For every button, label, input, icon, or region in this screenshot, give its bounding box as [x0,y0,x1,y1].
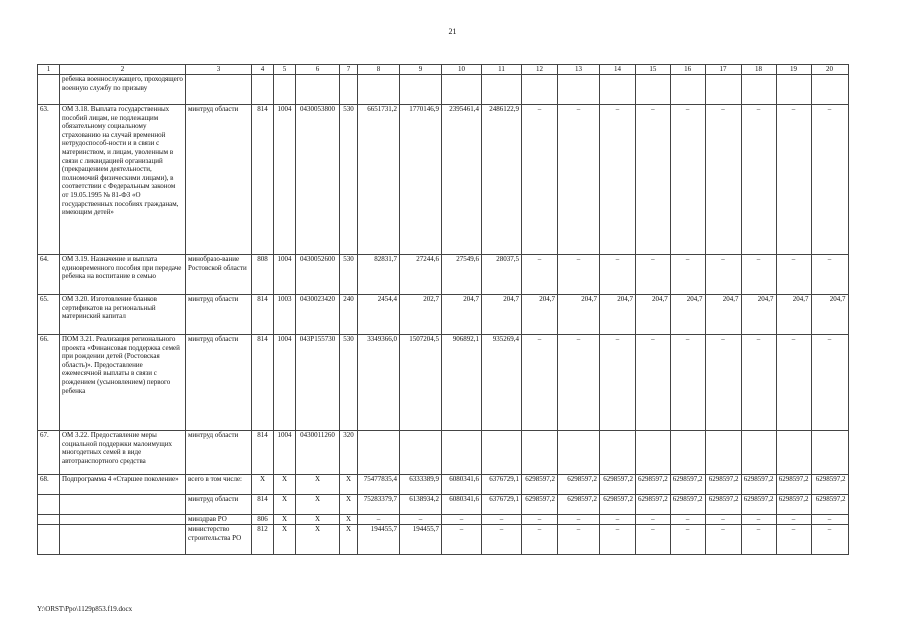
amount-cell: – [636,515,671,525]
amount-cell: – [600,515,636,525]
amount-cell [776,75,811,105]
executor-cell: минтруд области [186,105,252,255]
event-name-cell: ПОМ 3.21. Реализация регионального проекта «Финансовая поддержка семей при рождении детей (Ростовская область)». Предоставление ежемесячной выплаты в связи с рождением (усыновлением) первого ребенка [60,335,186,431]
amount-cell: – [400,515,442,525]
row-number-cell [38,495,60,515]
amount-cell: 6298597,2 [558,495,600,515]
column-number: 7 [340,65,358,75]
expense-type-cell: 530 [340,335,358,431]
amount-cell: – [670,525,705,555]
amount-cell: 202,7 [400,295,442,335]
amount-cell: – [442,515,482,525]
amount-cell: 906892,1 [442,335,482,431]
row-number-cell: 65. [38,295,60,335]
amount-cell: 6138934,2 [400,495,442,515]
amount-cell: 6333389,9 [400,475,442,495]
ministry-code-cell: 806 [252,515,274,525]
ministry-code-cell: 814 [252,105,274,255]
section-code-cell: 1004 [274,431,296,475]
column-number: 17 [705,65,741,75]
section-code-cell: 1003 [274,295,296,335]
amount-cell: – [776,525,811,555]
expense-type-cell: 320 [340,431,358,475]
amount-cell [776,431,811,475]
column-number: 14 [600,65,636,75]
amount-cell: – [705,255,741,295]
amount-cell [358,431,400,475]
amount-cell [670,75,705,105]
event-name-cell: ОМ 3.19. Назначение и выплата единовременного пособия при передаче ребенка на воспитание в семью [60,255,186,295]
section-code-cell: 1004 [274,105,296,255]
row-number-cell: 63. [38,105,60,255]
amount-cell: 6298597,2 [705,475,741,495]
amount-cell: 6298597,2 [522,495,558,515]
amount-cell: – [522,335,558,431]
amount-cell [442,75,482,105]
event-name-cell: ОМ 3.18. Выплата государственных пособий лицам, не подлежащим обязательному социальному страхованию на случай временной нетрудоспособ-ности и в связи с материнством, и лицам, уволенным в связи с ликвидацией организаций (прекращением деятельности, полномочий физическими лицами), в соответствии с Федеральным законом от 19.05.1995 № 81-ФЗ «О государственных пособиях гражданам, имеющим детей» [60,105,186,255]
row-number-cell [38,525,60,555]
amount-cell: 204,7 [811,295,848,335]
ministry-code-cell [252,75,274,105]
amount-cell: – [600,525,636,555]
amount-cell: 6298597,2 [741,495,776,515]
amount-cell: 6298597,2 [811,495,848,515]
amount-cell: 204,7 [442,295,482,335]
target-article-cell: 0430011260 [296,431,340,475]
amount-cell [811,75,848,105]
table-row [38,515,849,525]
executor-cell: министерство строительства РО [186,525,252,555]
table-row [38,525,849,555]
amount-cell: 204,7 [636,295,671,335]
amount-cell: – [636,335,671,431]
amount-cell: 6298597,2 [600,475,636,495]
amount-cell: – [670,515,705,525]
amount-cell: – [741,515,776,525]
expense-type-cell: Х [340,475,358,495]
expense-type-cell: Х [340,525,358,555]
ministry-code-cell: 808 [252,255,274,295]
column-number: 5 [274,65,296,75]
amount-cell: 6298597,2 [741,475,776,495]
amount-cell: – [522,525,558,555]
column-number: 8 [358,65,400,75]
amount-cell: 6298597,2 [705,495,741,515]
amount-cell: – [670,335,705,431]
amount-cell: – [705,105,741,255]
row-number-cell [38,75,60,105]
amount-cell: 204,7 [522,295,558,335]
event-name-cell: Подпрограмма 4 «Старшее поколение» [60,475,186,495]
amount-cell: 6298597,2 [670,495,705,515]
target-article-cell: Х [296,515,340,525]
column-number: 20 [811,65,848,75]
target-article-cell: 0430023420 [296,295,340,335]
amount-cell: 6298597,2 [600,495,636,515]
amount-cell: – [558,515,600,525]
table-row [38,295,849,335]
amount-cell: 204,7 [600,295,636,335]
ministry-code-cell: Х [252,475,274,495]
amount-cell: – [600,335,636,431]
amount-cell: 204,7 [482,295,522,335]
amount-cell: 75283379,7 [358,495,400,515]
amount-cell: 6376729,1 [482,495,522,515]
expense-type-cell [340,75,358,105]
amount-cell: 6298597,2 [636,495,671,515]
row-number-cell [38,515,60,525]
amount-cell: – [776,255,811,295]
amount-cell: – [522,515,558,525]
amount-cell: – [558,255,600,295]
ministry-code-cell: 814 [252,335,274,431]
amount-cell: – [558,105,600,255]
budget-table [37,64,849,555]
table-row [38,495,849,515]
amount-cell: – [482,525,522,555]
amount-cell: – [442,525,482,555]
section-code-cell: Х [274,495,296,515]
event-name-cell: ОМ 3.20. Изготовление бланков сертификатов на региональный материнский капитал [60,295,186,335]
amount-cell [482,431,522,475]
table-row [38,255,849,295]
amount-cell [522,431,558,475]
amount-cell: – [522,255,558,295]
amount-cell [600,431,636,475]
amount-cell: 1770146,9 [400,105,442,255]
column-number: 3 [186,65,252,75]
row-number-cell: 68. [38,475,60,495]
file-path-footer: Y:\ORST\Ppo\1129p853.f19.docx [37,605,133,613]
amount-cell: – [811,255,848,295]
amount-cell: 2486122,9 [482,105,522,255]
column-number: 16 [670,65,705,75]
column-number: 11 [482,65,522,75]
amount-cell: 6298597,2 [776,495,811,515]
ministry-code-cell: 812 [252,525,274,555]
column-number: 15 [636,65,671,75]
table-row [38,75,849,105]
column-number: 13 [558,65,600,75]
amount-cell [522,75,558,105]
expense-type-cell: Х [340,495,358,515]
amount-cell [400,431,442,475]
amount-cell: 204,7 [670,295,705,335]
ministry-code-cell: 814 [252,495,274,515]
column-number: 19 [776,65,811,75]
amount-cell: 82831,7 [358,255,400,295]
amount-cell: – [811,525,848,555]
target-article-cell: Х [296,525,340,555]
amount-cell: 194455,7 [358,525,400,555]
amount-cell: – [600,105,636,255]
page-number: 21 [448,27,457,36]
section-code-cell: 1004 [274,335,296,431]
target-article-cell: 0430053800 [296,105,340,255]
column-number: 1 [38,65,60,75]
amount-cell: 2454,4 [358,295,400,335]
amount-cell [705,431,741,475]
amount-cell [670,431,705,475]
expense-type-cell: 530 [340,105,358,255]
amount-cell: – [600,255,636,295]
amount-cell: – [636,525,671,555]
executor-cell [186,75,252,105]
section-code-cell: Х [274,515,296,525]
event-name-cell [60,495,186,515]
target-article-cell [296,75,340,105]
row-number-cell: 67. [38,431,60,475]
amount-cell: 194455,7 [400,525,442,555]
amount-cell: – [776,335,811,431]
amount-cell [558,431,600,475]
amount-cell: – [705,335,741,431]
amount-cell [600,75,636,105]
column-number-row [38,65,849,75]
amount-cell: 27244,6 [400,255,442,295]
amount-cell: 935269,4 [482,335,522,431]
amount-cell: 204,7 [705,295,741,335]
amount-cell: – [741,525,776,555]
expense-type-cell: Х [340,515,358,525]
amount-cell [358,75,400,105]
amount-cell: – [558,335,600,431]
amount-cell: 2395461,4 [442,105,482,255]
amount-cell [636,75,671,105]
amount-cell [442,431,482,475]
amount-cell [482,75,522,105]
amount-cell: 1507204,5 [400,335,442,431]
event-name-cell [60,525,186,555]
amount-cell: – [776,515,811,525]
amount-cell: – [558,525,600,555]
executor-cell: минтруд области [186,495,252,515]
executor-cell: минтруд области [186,335,252,431]
event-name-cell: ребенка военнослужащего, проходящего военную службу по призыву [60,75,186,105]
amount-cell: 6298597,2 [522,475,558,495]
amount-cell [741,431,776,475]
amount-cell: – [670,255,705,295]
table-row [38,431,849,475]
table-row [38,335,849,431]
column-number: 2 [60,65,186,75]
amount-cell: 6298597,2 [636,475,671,495]
table-row [38,475,849,495]
amount-cell: 27549,6 [442,255,482,295]
target-article-cell: Х [296,475,340,495]
executor-cell: минтруд области [186,295,252,335]
ministry-code-cell: 814 [252,431,274,475]
amount-cell: – [705,525,741,555]
amount-cell: – [358,515,400,525]
column-number: 12 [522,65,558,75]
amount-cell: – [482,515,522,525]
amount-cell [400,75,442,105]
amount-cell: – [705,515,741,525]
amount-cell: 204,7 [741,295,776,335]
amount-cell [811,431,848,475]
section-code-cell [274,75,296,105]
target-article-cell: 043P155730 [296,335,340,431]
amount-cell: 204,7 [776,295,811,335]
amount-cell: – [636,105,671,255]
section-code-cell: 1004 [274,255,296,295]
amount-cell [705,75,741,105]
amount-cell: 75477835,4 [358,475,400,495]
ministry-code-cell: 814 [252,295,274,335]
table-row [38,105,849,255]
amount-cell: 6298597,2 [670,475,705,495]
amount-cell: 6080341,6 [442,475,482,495]
target-article-cell: 0430052600 [296,255,340,295]
amount-cell: 204,7 [558,295,600,335]
expense-type-cell: 240 [340,295,358,335]
amount-cell: – [636,255,671,295]
amount-cell: – [741,105,776,255]
amount-cell: 6651731,2 [358,105,400,255]
amount-cell: – [811,335,848,431]
row-number-cell: 64. [38,255,60,295]
amount-cell: 3349366,0 [358,335,400,431]
amount-cell: – [776,105,811,255]
amount-cell [636,431,671,475]
amount-cell: 6298597,2 [558,475,600,495]
amount-cell: – [522,105,558,255]
column-number: 10 [442,65,482,75]
amount-cell [741,75,776,105]
section-code-cell: Х [274,475,296,495]
expense-type-cell: 530 [340,255,358,295]
executor-cell: минтруд области [186,431,252,475]
amount-cell: 6298597,2 [811,475,848,495]
column-number: 4 [252,65,274,75]
amount-cell [558,75,600,105]
amount-cell: 6376729,1 [482,475,522,495]
amount-cell: – [811,515,848,525]
amount-cell: 6298597,2 [776,475,811,495]
target-article-cell: Х [296,495,340,515]
column-number: 6 [296,65,340,75]
amount-cell: 6080341,6 [442,495,482,515]
amount-cell: – [741,335,776,431]
row-number-cell: 66. [38,335,60,431]
amount-cell: 28037,5 [482,255,522,295]
event-name-cell [60,515,186,525]
amount-cell: – [741,255,776,295]
column-number: 9 [400,65,442,75]
section-code-cell: Х [274,525,296,555]
column-number: 18 [741,65,776,75]
executor-cell: всего в том числе: [186,475,252,495]
amount-cell: – [670,105,705,255]
executor-cell: минздрав РО [186,515,252,525]
amount-cell: – [811,105,848,255]
event-name-cell: ОМ 3.22. Предоставление меры социальной поддержки малоимущих многодетных семей в виде автотранспортного средства [60,431,186,475]
executor-cell: минобразо-вание Ростовской области [186,255,252,295]
